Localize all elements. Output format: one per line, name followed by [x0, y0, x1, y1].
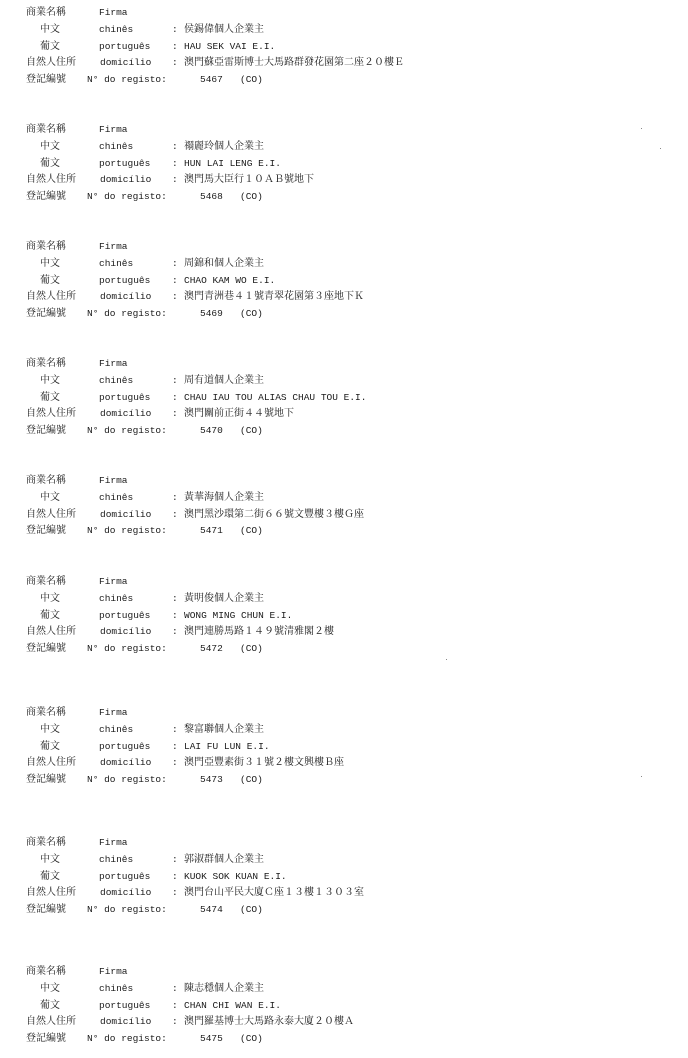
- registry-code-value: (CO): [240, 774, 263, 785]
- registry-label-zh: 登記編號: [26, 1033, 66, 1044]
- firm-heading-row: [0, 573, 688, 590]
- portuguese-label-zh: 葡文: [40, 41, 60, 52]
- separator: :: [172, 1016, 178, 1027]
- portuguese-label-pt: português: [99, 610, 151, 621]
- portuguese-label-zh: 葡文: [40, 610, 60, 621]
- separator: :: [172, 174, 178, 185]
- portuguese-label-pt: português: [99, 41, 151, 52]
- chinese-name-value: 黃華海個人企業主: [184, 492, 264, 503]
- registry-label-zh: 登記編號: [26, 643, 66, 654]
- portuguese-label-pt: português: [99, 871, 151, 882]
- chinese-name-row: [0, 372, 688, 389]
- registry-label-zh: 登記編號: [26, 904, 66, 915]
- scan-speck: [660, 148, 661, 149]
- registry-label-zh: 登記編號: [26, 425, 66, 436]
- chinese-label-zh: 中文: [40, 983, 60, 994]
- registry-number-value: 5469: [200, 308, 223, 319]
- portuguese-name-value: CHAO KAM WO E.I.: [184, 275, 276, 286]
- registry-number-value: 5472: [200, 643, 223, 654]
- registry-number-row: [0, 422, 688, 439]
- separator: :: [172, 724, 178, 735]
- registry-number-row: [0, 522, 688, 539]
- portuguese-name-value: HAU SEK VAI E.I.: [184, 41, 276, 52]
- chinese-label-zh: 中文: [40, 375, 60, 386]
- registry-number-row: [0, 188, 688, 205]
- chinese-label-zh: 中文: [40, 854, 60, 865]
- registry-label-pt: N° do registo:: [87, 643, 167, 654]
- firm-heading-row: [0, 472, 688, 489]
- firm-label-pt: Firma: [99, 966, 128, 977]
- firm-label-zh: 商業名稱: [26, 124, 66, 135]
- chinese-name-row: [0, 980, 688, 997]
- scan-speck: [641, 776, 642, 777]
- domicile-label-zh: 自然人住所: [26, 174, 76, 185]
- chinese-label-zh: 中文: [40, 24, 60, 35]
- registry-label-pt: N° do registo:: [87, 308, 167, 319]
- separator: :: [172, 24, 178, 35]
- firm-label-pt: Firma: [99, 707, 128, 718]
- portuguese-label-zh: 葡文: [40, 392, 60, 403]
- firm-label-zh: 商業名稱: [26, 241, 66, 252]
- registry-number-value: 5471: [200, 525, 223, 536]
- registry-number-value: 5468: [200, 191, 223, 202]
- separator: :: [172, 871, 178, 882]
- chinese-label-pt: chinês: [99, 724, 134, 735]
- registry-label-zh: 登記編號: [26, 525, 66, 536]
- firm-heading-row: [0, 4, 688, 21]
- domicile-label-pt: domicílio: [100, 509, 152, 520]
- firm-label-pt: Firma: [99, 837, 128, 848]
- domicile-label-zh: 自然人住所: [26, 757, 76, 768]
- chinese-label-pt: chinês: [99, 492, 134, 503]
- chinese-name-value: 郭淑群個人企業主: [184, 854, 264, 865]
- domicile-label-pt: domicílio: [100, 57, 152, 68]
- separator: :: [172, 593, 178, 604]
- registry-code-value: (CO): [240, 74, 263, 85]
- firm-heading-row: [0, 121, 688, 138]
- firm-label-zh: 商業名稱: [26, 837, 66, 848]
- portuguese-label-pt: português: [99, 158, 151, 169]
- domicile-value: 澳門黑沙環第二街６６號文豐樓３樓Ｇ座: [184, 509, 364, 520]
- chinese-label-zh: 中文: [40, 724, 60, 735]
- registry-label-pt: N° do registo:: [87, 774, 167, 785]
- chinese-label-pt: chinês: [99, 593, 134, 604]
- registry-code-value: (CO): [240, 904, 263, 915]
- domicile-row: [0, 623, 688, 640]
- chinese-name-value: 禤麗玲個人企業主: [184, 141, 264, 152]
- chinese-name-value: 黎富聯個人企業主: [184, 724, 264, 735]
- firm-heading-row: [0, 834, 688, 851]
- domicile-value: 澳門關前正街４４號地下: [184, 408, 294, 419]
- portuguese-name-row: [0, 389, 688, 406]
- portuguese-name-value: HUN LAI LENG E.I.: [184, 158, 281, 169]
- portuguese-label-pt: português: [99, 392, 151, 403]
- firm-label-pt: Firma: [99, 358, 128, 369]
- registry-label-pt: N° do registo:: [87, 904, 167, 915]
- portuguese-name-row: [0, 155, 688, 172]
- registry-number-value: 5470: [200, 425, 223, 436]
- registry-label-pt: N° do registo:: [87, 74, 167, 85]
- domicile-label-zh: 自然人住所: [26, 509, 76, 520]
- registry-label-zh: 登記編號: [26, 191, 66, 202]
- firm-heading-row: [0, 238, 688, 255]
- domicile-label-pt: domicílio: [100, 291, 152, 302]
- chinese-name-value: 周有道個人企業主: [184, 375, 264, 386]
- domicile-value: 澳門連勝馬路１４９號清雅閣２樓: [184, 626, 334, 637]
- portuguese-name-value: LAI FU LUN E.I.: [184, 741, 270, 752]
- portuguese-label-zh: 葡文: [40, 275, 60, 286]
- chinese-name-row: [0, 138, 688, 155]
- portuguese-name-row: [0, 997, 688, 1014]
- domicile-row: [0, 171, 688, 188]
- chinese-name-value: 侯錫偉個人企業主: [184, 24, 264, 35]
- registry-label-zh: 登記編號: [26, 308, 66, 319]
- registry-label-pt: N° do registo:: [87, 425, 167, 436]
- domicile-label-zh: 自然人住所: [26, 291, 76, 302]
- portuguese-name-row: [0, 607, 688, 624]
- domicile-label-pt: domicílio: [100, 1016, 152, 1027]
- separator: :: [172, 57, 178, 68]
- registry-code-value: (CO): [240, 191, 263, 202]
- firm-label-pt: Firma: [99, 7, 128, 18]
- domicile-row: [0, 884, 688, 901]
- chinese-name-row: [0, 851, 688, 868]
- domicile-label-zh: 自然人住所: [26, 626, 76, 637]
- domicile-value: 澳門台山平民大廈Ｃ座１３樓１３０３室: [184, 887, 364, 898]
- registry-label-zh: 登記編號: [26, 774, 66, 785]
- domicile-row: [0, 754, 688, 771]
- registry-label-zh: 登記編號: [26, 74, 66, 85]
- scan-speck: [446, 659, 447, 660]
- registry-number-value: 5473: [200, 774, 223, 785]
- scan-speck: [641, 128, 642, 129]
- chinese-label-pt: chinês: [99, 141, 134, 152]
- domicile-value: 澳門羅基博士大馬路永泰大廈２０樓Ａ: [184, 1016, 354, 1027]
- firm-heading-row: [0, 355, 688, 372]
- portuguese-name-row: [0, 868, 688, 885]
- firm-label-zh: 商業名稱: [26, 966, 66, 977]
- chinese-label-pt: chinês: [99, 854, 134, 865]
- firm-label-pt: Firma: [99, 124, 128, 135]
- domicile-label-pt: domicílio: [100, 408, 152, 419]
- registry-code-value: (CO): [240, 525, 263, 536]
- portuguese-name-row: [0, 738, 688, 755]
- portuguese-name-value: CHAN CHI WAN E.I.: [184, 1000, 281, 1011]
- domicile-value: 澳門青洲巷４１號青翠花園第３座地下Ｋ: [184, 291, 364, 302]
- separator: :: [172, 158, 178, 169]
- registry-number-value: 5467: [200, 74, 223, 85]
- portuguese-label-pt: português: [99, 1000, 151, 1011]
- separator: :: [172, 854, 178, 865]
- portuguese-label-zh: 葡文: [40, 871, 60, 882]
- firm-heading-row: [0, 704, 688, 721]
- domicile-label-pt: domicílio: [100, 887, 152, 898]
- firm-label-zh: 商業名稱: [26, 576, 66, 587]
- chinese-label-zh: 中文: [40, 258, 60, 269]
- chinese-label-pt: chinês: [99, 24, 134, 35]
- domicile-row: [0, 405, 688, 422]
- separator: :: [172, 375, 178, 386]
- portuguese-label-pt: português: [99, 741, 151, 752]
- domicile-label-zh: 自然人住所: [26, 57, 76, 68]
- chinese-name-row: [0, 721, 688, 738]
- registry-number-value: 5475: [200, 1033, 223, 1044]
- registry-number-row: [0, 71, 688, 88]
- registry-code-value: (CO): [240, 643, 263, 654]
- domicile-row: [0, 1013, 688, 1030]
- chinese-name-value: 黃明俊個人企業主: [184, 593, 264, 604]
- registry-label-pt: N° do registo:: [87, 191, 167, 202]
- portuguese-name-value: WONG MING CHUN E.I.: [184, 610, 293, 621]
- domicile-row: [0, 54, 688, 71]
- chinese-label-zh: 中文: [40, 492, 60, 503]
- domicile-value: 澳門馬大臣行１０ＡＢ號地下: [184, 174, 314, 185]
- separator: :: [172, 258, 178, 269]
- separator: :: [172, 392, 178, 403]
- registry-label-pt: N° do registo:: [87, 1033, 167, 1044]
- firm-heading-row: [0, 963, 688, 980]
- chinese-name-value: 周錦和個人企業主: [184, 258, 264, 269]
- domicile-label-zh: 自然人住所: [26, 887, 76, 898]
- domicile-value: 澳門亞豐素街３１號２樓文興樓Ｂ座: [184, 757, 344, 768]
- domicile-label-zh: 自然人住所: [26, 408, 76, 419]
- separator: :: [172, 41, 178, 52]
- portuguese-name-value: CHAU IAU TOU ALIAS CHAU TOU E.I.: [184, 392, 367, 403]
- separator: :: [172, 492, 178, 503]
- firm-label-zh: 商業名稱: [26, 7, 66, 18]
- domicile-label-pt: domicílio: [100, 626, 152, 637]
- portuguese-name-value: KUOK SOK KUAN E.I.: [184, 871, 287, 882]
- registry-code-value: (CO): [240, 308, 263, 319]
- chinese-name-row: [0, 255, 688, 272]
- separator: :: [172, 983, 178, 994]
- registry-code-value: (CO): [240, 1033, 263, 1044]
- firm-label-pt: Firma: [99, 241, 128, 252]
- separator: :: [172, 626, 178, 637]
- firm-label-pt: Firma: [99, 475, 128, 486]
- chinese-label-pt: chinês: [99, 258, 134, 269]
- chinese-name-value: 陳志穩個人企業主: [184, 983, 264, 994]
- portuguese-label-pt: português: [99, 275, 151, 286]
- separator: :: [172, 1000, 178, 1011]
- portuguese-label-zh: 葡文: [40, 741, 60, 752]
- separator: :: [172, 757, 178, 768]
- registry-number-row: [0, 640, 688, 657]
- registry-code-value: (CO): [240, 425, 263, 436]
- separator: :: [172, 509, 178, 520]
- chinese-label-zh: 中文: [40, 593, 60, 604]
- registry-number-row: [0, 901, 688, 918]
- domicile-label-pt: domicílio: [100, 174, 152, 185]
- separator: :: [172, 408, 178, 419]
- domicile-row: [0, 506, 688, 523]
- firm-label-zh: 商業名稱: [26, 475, 66, 486]
- domicile-label-pt: domicílio: [100, 757, 152, 768]
- separator: :: [172, 610, 178, 621]
- chinese-label-zh: 中文: [40, 141, 60, 152]
- domicile-value: 澳門蘇亞雷斯博士大馬路群發花園第二座２０樓Ｅ: [184, 57, 404, 68]
- chinese-name-row: [0, 489, 688, 506]
- chinese-label-pt: chinês: [99, 983, 134, 994]
- chinese-label-pt: chinês: [99, 375, 134, 386]
- separator: :: [172, 887, 178, 898]
- firm-label-pt: Firma: [99, 576, 128, 587]
- separator: :: [172, 275, 178, 286]
- chinese-name-row: [0, 21, 688, 38]
- separator: :: [172, 141, 178, 152]
- registry-number-value: 5474: [200, 904, 223, 915]
- portuguese-label-zh: 葡文: [40, 1000, 60, 1011]
- portuguese-label-zh: 葡文: [40, 158, 60, 169]
- registry-number-row: [0, 771, 688, 788]
- registry-label-pt: N° do registo:: [87, 525, 167, 536]
- registry-number-row: [0, 1030, 688, 1047]
- portuguese-name-row: [0, 272, 688, 289]
- registry-number-row: [0, 305, 688, 322]
- domicile-label-zh: 自然人住所: [26, 1016, 76, 1027]
- separator: :: [172, 741, 178, 752]
- separator: :: [172, 291, 178, 302]
- firm-label-zh: 商業名稱: [26, 707, 66, 718]
- chinese-name-row: [0, 590, 688, 607]
- firm-label-zh: 商業名稱: [26, 358, 66, 369]
- portuguese-name-row: [0, 38, 688, 55]
- domicile-row: [0, 288, 688, 305]
